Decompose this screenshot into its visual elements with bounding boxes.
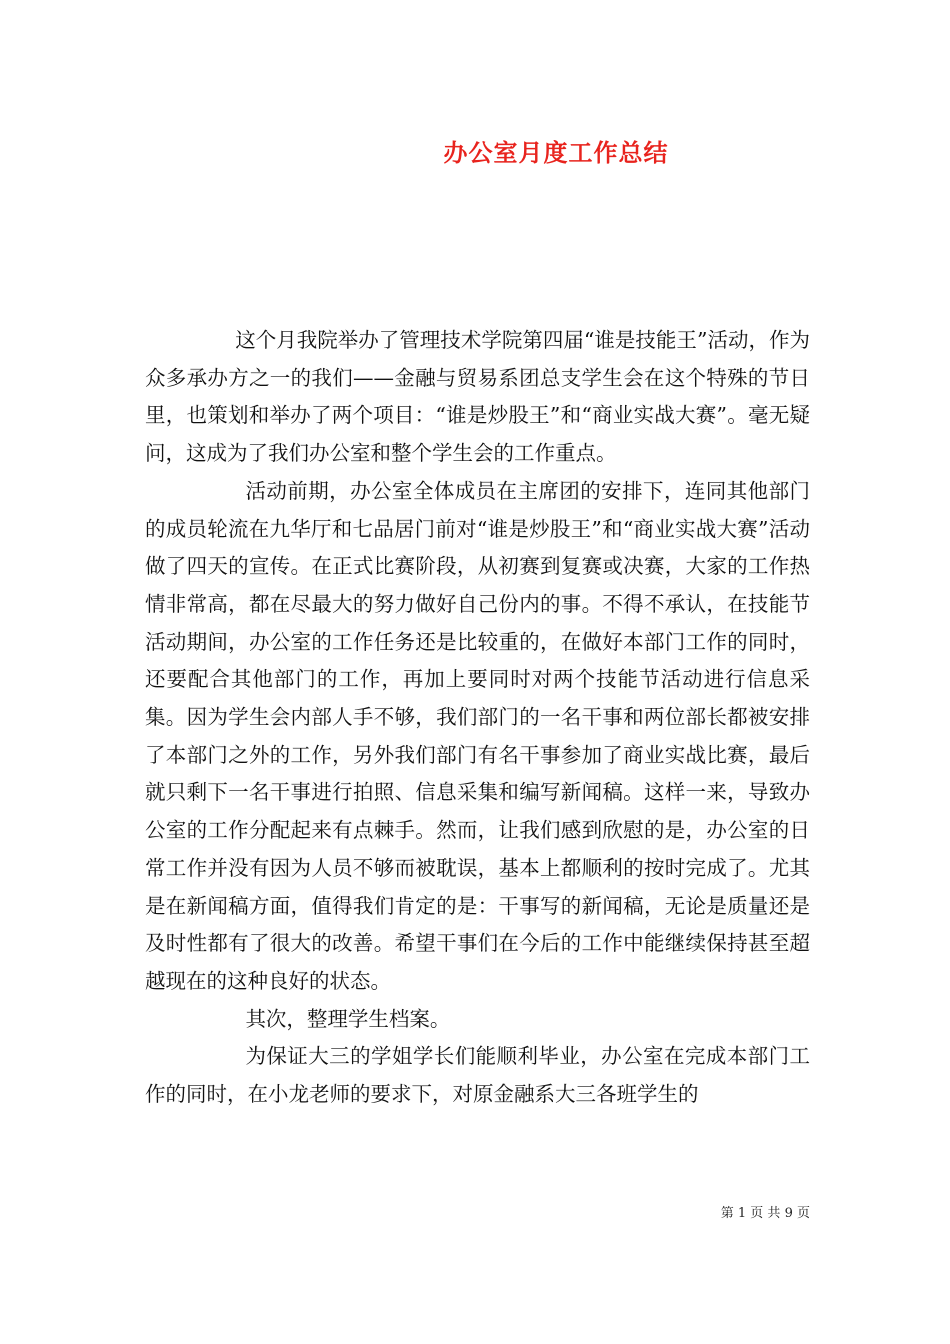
- footer-suffix: 页: [796, 1206, 810, 1221]
- footer-current-page: 1: [737, 1206, 747, 1221]
- paragraph-3: 其次，整理学生档案。: [245, 1006, 451, 1031]
- footer-prefix: 第: [720, 1206, 734, 1221]
- paragraph-1: 这个月我院举办了管理技术学院第四届“谁是技能王”活动，作为众多承办方之一的我们——金融与贸易系团总支学生会在这个特殊的节日里，也策划和举办了两个项目：“谁是炒股王”和“商业实战大赛”。毫无疑问，这成为了我们办公室和整个学生会的工作重点。: [145, 328, 810, 466]
- page-title: 办公室月度工作总结: [443, 138, 669, 167]
- footer-middle: 页 共: [750, 1206, 781, 1221]
- paragraph-4: 为保证大三的学姐学长们能顺利毕业，办公室在完成本部门工作的同时，在小龙老师的要求下，对原金融系大三各班学生的: [145, 1044, 810, 1107]
- page-number-footer: [0, 1202, 950, 1221]
- footer-total-pages: 9: [784, 1206, 793, 1221]
- paragraph-2: 活动前期，办公室全体成员在主席团的安排下，连同其他部门的成员轮流在九华厅和七品居门前对“谁是炒股王”和“商业实战大赛”活动做了四天的宣传。在正式比赛阶段，从初赛到复赛或决赛，大家的工作热情非常高，都在尽最大的努力做好自己份内的事。不得不承认，在技能节活动期间，办公室的工作任务还是比较重的，在做好本部门工作的同时，还要配合其他部门的工作，再加上要同时对两个技能节活动进行信息采集。因为学生会内部人手不够，我们部门的一名干事和两位部长都被安排了本部门之外的工作，另外我们部门有名干事参加了商业实战比赛，最后就只剩下一名干事进行拍照、信息采集和编写新闻稿。这样一来，导致办公室的工作分配起来有点棘手。然而，让我们感到欣慰的是，办公室的日常工作并没有因为人员不够而被耽误，基本上都顺利的按时完成了。尤其是在新闻稿方面，值得我们肯定的是：干事写的新闻稿，无论是质量还是及时性都有了很大的改善。希望干事们在今后的工作中能继续保持甚至超越现在的这种良好的状态。: [145, 478, 810, 993]
- document-body: [145, 322, 810, 1114]
